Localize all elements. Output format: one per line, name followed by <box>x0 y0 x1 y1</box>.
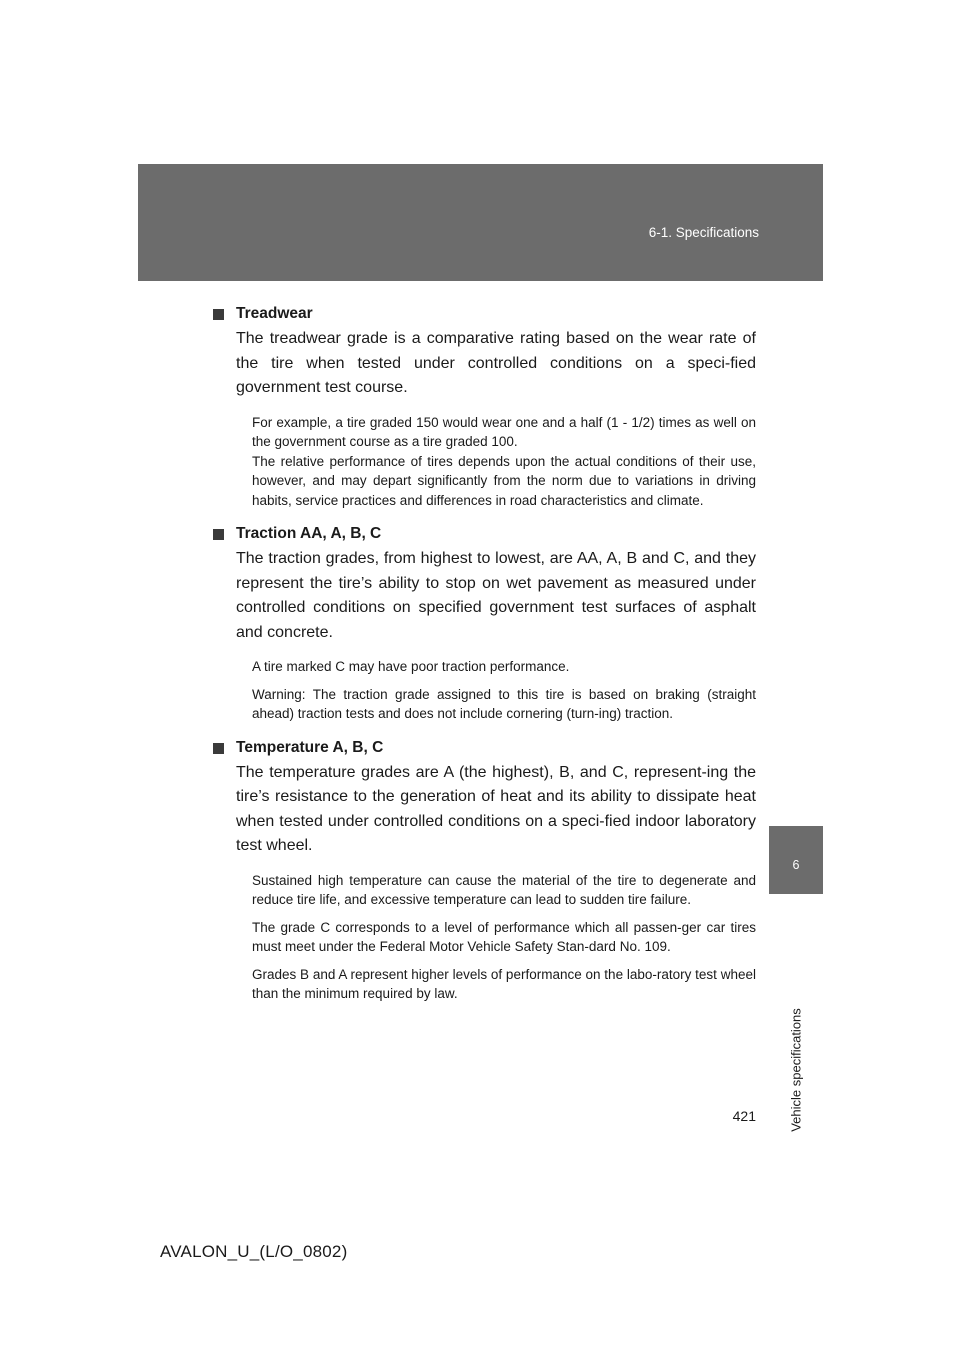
section-heading-text: Treadwear <box>236 305 313 322</box>
section-note: For example, a tire graded 150 would wear one and a half (1 - 1/2) times as well on the government course as a tire graded 100. <box>252 414 756 449</box>
section-note: Grades B and A represent higher levels of performance on the labo-ratory test wheel than the minimum required by law. <box>252 966 756 1001</box>
section-note: The relative performance of tires depends upon the actual conditions of their use, however, and may depart significantly from the norm due to variations in driving habits, service practices and differences in road characteristics and climate. <box>252 453 756 508</box>
section-treadwear <box>236 303 756 510</box>
chapter-tab[interactable] <box>769 826 823 894</box>
section-note: The grade C corresponds to a level of performance which all passen-ger car tires must meet under the Federal Motor Vehicle Safety Stan-dard No. 109. <box>252 919 756 954</box>
section-heading-text: Traction AA, A, B, C <box>236 525 382 542</box>
document-code: AVALON_U_(L/O_0802) <box>160 1242 348 1261</box>
section-note: Warning: The traction grade assigned to this tire is based on braking (straight ahead) traction tests and does not include cornering (turn-ing) traction. <box>252 686 756 721</box>
chapter-tab-label: Vehicle specifications <box>788 1008 804 1132</box>
section-heading <box>213 303 756 325</box>
section-heading <box>213 523 756 545</box>
square-bullet-icon <box>213 743 224 754</box>
section-heading-text: Temperature A, B, C <box>236 738 384 756</box>
header-band <box>138 164 823 281</box>
page-number: 421 <box>732 1108 756 1124</box>
section-temperature <box>236 737 756 1004</box>
section-heading <box>213 737 756 759</box>
square-bullet-icon <box>213 309 224 320</box>
section-body: The treadwear grade is a comparative rating based on the wear rate of the tire when tested under controlled conditions on a speci-fied government test course. <box>236 330 756 396</box>
section-traction <box>236 523 756 724</box>
page-content <box>236 303 756 1004</box>
section-body: The traction grades, from highest to lowest, are AA, A, B and C, and they represent the tire’s ability to stop on wet pavement as measured under controlled conditions on specified government test surfaces of asphalt and concrete. <box>236 550 756 641</box>
section-body: The temperature grades are A (the highest), B, and C, represent-ing the tire’s resistance to the generation of heat and its ability to dissipate heat when tested under controlled conditions on a speci-fied indoor laboratory test wheel. <box>236 763 756 854</box>
section-note: A tire marked C may have poor traction performance. <box>252 659 570 674</box>
chapter-tab-number: 6 <box>792 858 800 872</box>
header-section-title: 6-1. Specifications <box>648 225 759 240</box>
square-bullet-icon <box>213 529 224 540</box>
section-note: Sustained high temperature can cause the material of the tire to degenerate and reduce tire life, and excessive temperature can lead to sudden tire failure. <box>252 872 756 907</box>
